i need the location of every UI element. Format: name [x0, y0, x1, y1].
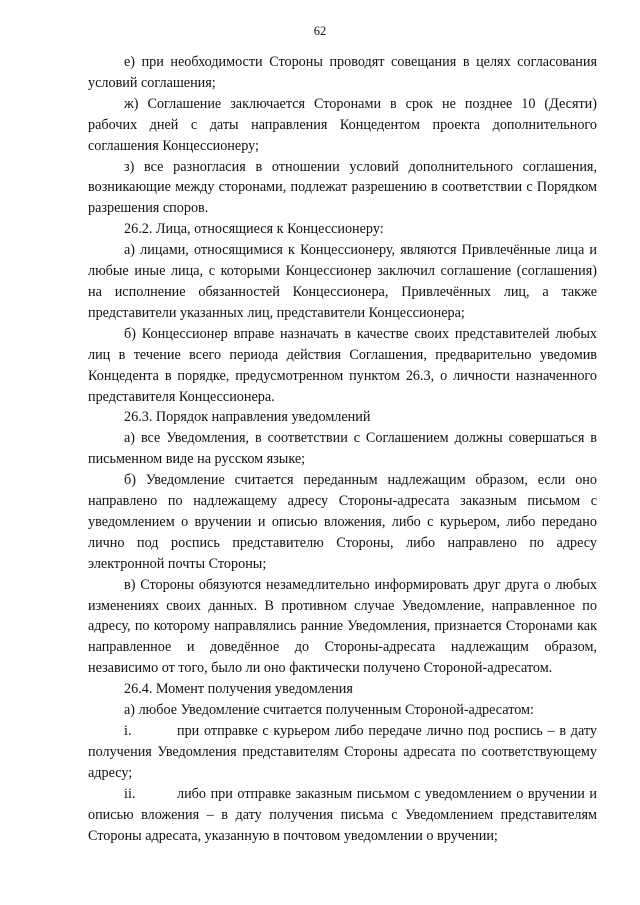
paragraph-26-1-e: е) при необходимости Стороны проводят совещания в целях согласования условий соглашения;: [88, 54, 597, 91]
document-body: [88, 52, 597, 846]
list-item-number: ii.: [124, 785, 136, 802]
paragraph-26-1-z: з) все разногласия в отношении условий дополнительного соглашения, возникающие между сторонами, подлежат разрешению в соответствии с Порядком разрешения споров.: [88, 158, 597, 217]
section-heading-26-4: 26.4. Момент получения уведомления: [124, 681, 353, 698]
paragraph-26-3-a: а) все Уведомления, в соответствии с Соглашением должны совершаться в письменном виде на русском языке;: [88, 430, 597, 468]
paragraph-26-4-a: а) любое Уведомление считается полученным Стороной-адресатом:: [124, 702, 534, 719]
list-item-text: при отправке с курьером либо передаче лично под роспись – в дату получения Уведомления представителям Стороны адресата по соответствующему адресу;: [88, 723, 597, 781]
paragraph-26-3-v: в) Стороны обязуются незамедлительно информировать друг друга о любых изменениях своих данных. В противном случае Уведомление, направленное по адресу, по которому направлялись ранние Уведомления, признается Сторонами как направленное и доведённое до Стороны-адресата надлежащим образом, независимо от того, было ли оно фактически получено Стороной-адресатом.: [88, 576, 597, 677]
section-heading-26-3: 26.3. Порядок направления уведомлений: [124, 409, 371, 426]
list-item-text: либо при отправке заказным письмом с уведомлением о вручении и описью вложения – в дату получения письма с Уведомлением представителям Стороны адресата, указанную в почтовом уведомлении о вручении;: [88, 785, 597, 844]
list-item-i: [88, 721, 597, 784]
paragraph-26-1-zh: ж) Соглашение заключается Сторонами в срок не позднее 10 (Десяти) рабочих дней с даты направления Концедентом проекта дополнительного соглашения Концессионеру;: [88, 95, 597, 154]
section-heading-26-2: 26.2. Лица, относящиеся к Концессионеру:: [124, 221, 384, 238]
list-item-number: i.: [124, 723, 132, 739]
page-number: 62: [313, 24, 327, 38]
list-item-ii: [88, 784, 597, 847]
paragraph-26-3-b: б) Уведомление считается переданным надлежащим образом, если оно направлено по надлежащему адресу Стороны-адресата заказным письмом с уведомлением о вручении и описью вложения, либо с курьером, либо передано лично под роспись представителю Стороны, либо направлено по адресу электронной почты Стороны;: [88, 472, 597, 572]
paragraph-26-2-b: б) Концессионер вправе назначать в качестве своих представителей любых лиц в течение всего периода действия Соглашения, предварительно уведомив Концедента в порядке, предусмотренном пунктом 26.3, о личности назначенного представителя Концессионера.: [88, 325, 597, 405]
paragraph-26-2-a: а) лицами, относящимися к Концессионеру, являются Привлечённые лица и любые иные лица, с которыми Концессионер заключил соглашение (соглашения) на исполнение обязанностей Концессионера, Привлечённых лиц, а также представители указанных лиц, представители Концессионера;: [88, 242, 597, 321]
